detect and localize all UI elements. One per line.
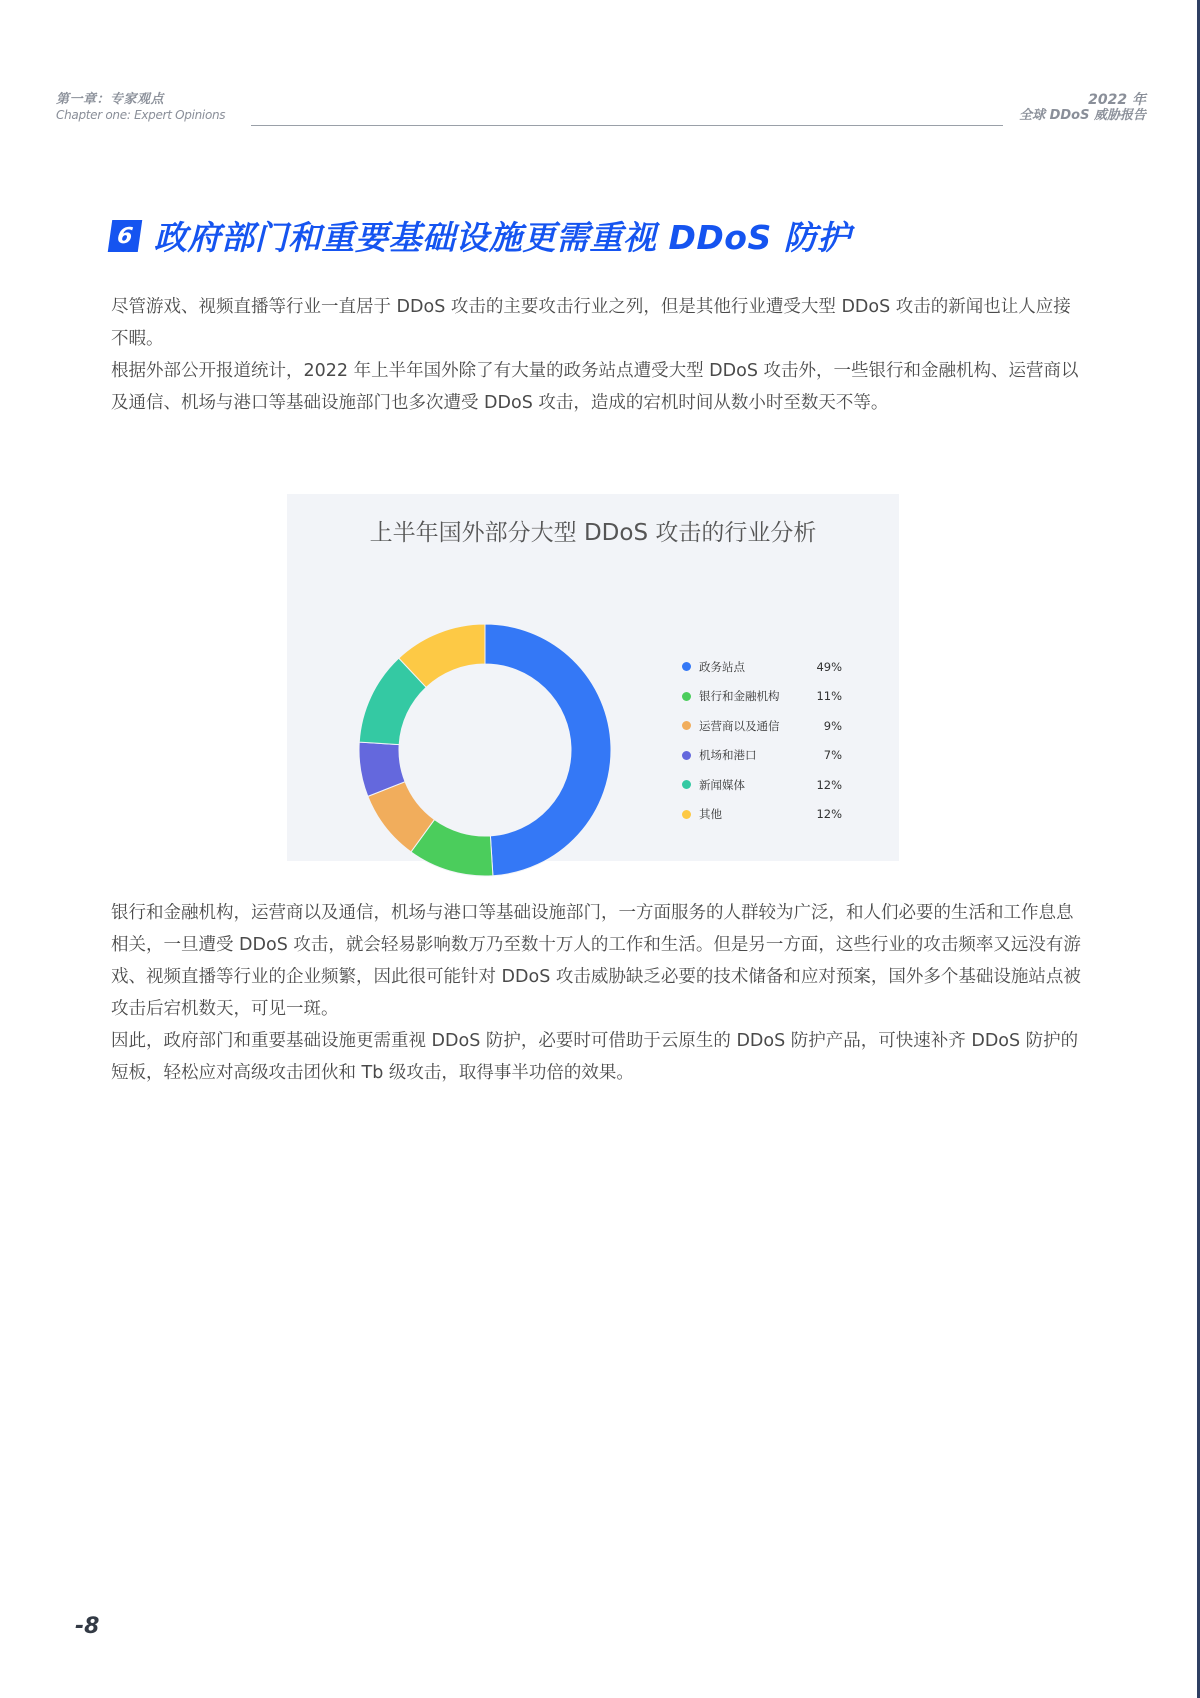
legend-label: 机场和港口	[699, 748, 757, 763]
legend-percent: 12%	[816, 777, 842, 792]
legend-dot-icon	[682, 662, 691, 671]
chapter-header	[56, 92, 225, 123]
legend-label: 其他	[699, 807, 722, 822]
legend-item	[682, 800, 842, 830]
paragraph: 尽管游戏、视频直播等行业一直居于 DDoS 攻击的主要攻击行业之列，但是其他行业遭受大型 DDoS 攻击的新闻也让人应接不暇。	[111, 297, 1071, 349]
chapter-title-cn: 第一章：专家观点	[56, 92, 165, 107]
chart-title: 上半年国外部分大型 DDoS 攻击的行业分析	[369, 520, 817, 546]
donut-graphic	[357, 622, 613, 878]
legend-percent: 7%	[823, 748, 842, 763]
legend-dot-icon	[682, 751, 691, 760]
legend-label: 银行和金融机构	[699, 689, 780, 704]
report-header	[1019, 92, 1146, 124]
legend-dot-icon	[682, 780, 691, 789]
legend-dot-icon	[682, 692, 691, 701]
legend-item	[682, 682, 842, 712]
legend-label: 政务站点	[699, 659, 745, 674]
legend-label: 运营商以及通信	[699, 718, 780, 733]
donut-slice	[485, 624, 611, 876]
legend-percent: 12%	[816, 807, 842, 822]
legend-dot-icon	[682, 721, 691, 730]
section-title: 政府部门和重要基础设施更需重视 DDoS 防护	[154, 218, 851, 257]
paragraph: 根据外部公开报道统计，2022 年上半年国外除了有大量的政务站点遭受大型 DDoS 攻击外，一些银行和金融机构、运营商以及通信、机场与港口等基础设施部门也多次遭受 DDoS 攻击，造成的宕机时间从数小时至数天不等。	[111, 361, 1079, 413]
legend-percent: 11%	[816, 689, 842, 704]
legend-item	[682, 741, 842, 771]
legend-item	[682, 652, 842, 682]
report-title: 全球 DDoS 威胁报告	[1019, 108, 1146, 123]
legend-dot-icon	[682, 810, 691, 819]
header-divider	[251, 125, 1003, 126]
section-number-badge: 6	[108, 220, 142, 252]
report-year: 2022 年	[1088, 92, 1146, 108]
chart-legend	[682, 652, 842, 829]
section-heading	[110, 212, 851, 259]
paragraph: 银行和金融机构，运营商以及通信，机场与港口等基础设施部门，一方面服务的人群较为广泛，和人们必要的生活和工作息息相关，一旦遭受 DDoS 攻击，就会轻易影响数万乃至数十万人的工作和生活。但是另一方面，这些行业的攻击频率又远没有游戏、视频直播等行业的企业频繁，因此很可能针对 DDoS 攻击威胁缺乏必要的技术储备和应对预案，国外多个基础设施站点被攻击后宕机数天，可见一斑。	[111, 903, 1081, 1019]
legend-percent: 9%	[823, 718, 842, 733]
paragraph: 因此，政府部门和重要基础设施更需重视 DDoS 防护，必要时可借助于云原生的 DDoS 防护产品，可快速补齐 DDoS 防护的短板，轻松应对高级攻击团伙和 Tb 级攻击，取得事半功倍的效果。	[111, 1031, 1079, 1083]
page-number: -8	[75, 1614, 100, 1639]
chapter-title-en: Chapter one: Expert Opinions	[56, 108, 226, 122]
legend-item	[682, 711, 842, 741]
legend-label: 新闻媒体	[699, 777, 745, 792]
legend-item	[682, 770, 842, 800]
donut-chart	[287, 494, 899, 861]
legend-percent: 49%	[816, 659, 842, 674]
